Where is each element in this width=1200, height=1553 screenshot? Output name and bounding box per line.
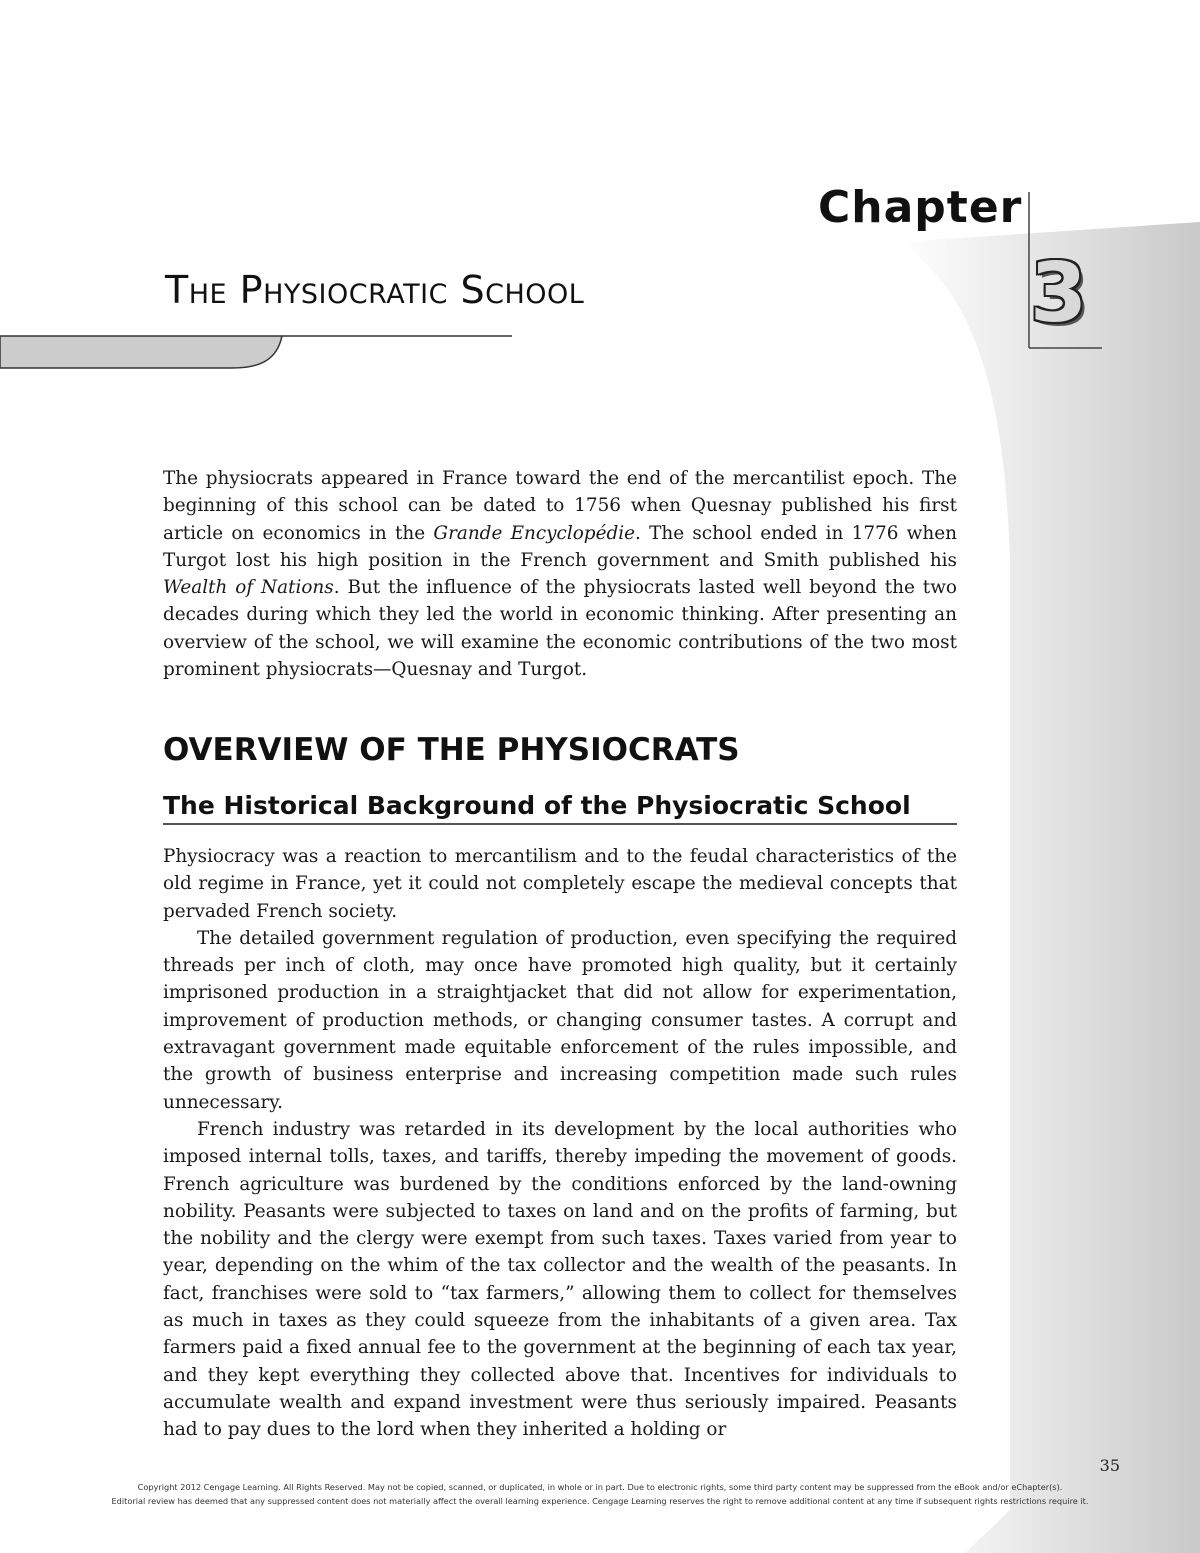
chapter-number: 3: [1030, 246, 1088, 341]
intro-text-segment: The physiocrats appeared in France toward the end of the mercantilist epoch. The beginning of this school can be dated to 1756 when Quesnay published his first article on economics in the: [163, 468, 957, 544]
chapter-label: Chapter: [818, 182, 1023, 233]
body-paragraph: The detailed government regulation of production, even specifying the required threads per inch of cloth, may once have promoted high quality, but it certainly imprisoned production in a straightjacket that did not allow for experimentation, improvement of production methods, or changing consumer tastes. A corrupt and extravagant government made equitable enforcement of the rules impossible, and the growth of business enterprise and increasing competition made such rules unnecessary.: [163, 927, 957, 1113]
chapter-title: The Physiocratic School: [165, 268, 585, 312]
intro-paragraph: [163, 465, 957, 683]
book-title: Grande Encyclopédie: [433, 522, 635, 544]
page-number: 35: [1099, 1456, 1120, 1475]
copyright-notice-line-1: Copyright 2012 Cengage Learning. All Rights Reserved. May not be copied, scanned, or duplicated, in whole or in part. Due to electronic rights, some third party content may be suppressed from the eBook and/or eChapter(s).: [137, 1482, 1063, 1492]
section-body: [163, 843, 957, 1444]
subsection-heading: The Historical Background of the Physiocratic School: [163, 787, 957, 825]
body-paragraph: French industry was retarded in its development by the local authorities who imposed internal tolls, taxes, and tariffs, thereby impeding the movement of goods. French agriculture was burdened by the conditions enforced by the land-owning nobility. Peasants were subjected to taxes on land and on the profits of farming, but the nobility and the clergy were exempt from such taxes. Taxes varied from year to year, depending on the whim of the tax collector and the wealth of the peasants. In fact, franchises were sold to “tax farmers,” allowing them to collect for themselves as much in taxes as they could squeeze from the inhabitants of a given area. Tax farmers paid a fixed annual fee to the government at the beginning of each tax year, and they kept everything they collected above that. Incentives for individuals to accumulate wealth and expand investment were thus seriously impaired. Peasants had to pay dues to the lord when they inherited a holding or: [163, 1118, 957, 1441]
body-paragraph: Physiocracy was a reaction to mercantilism and to the feudal characteristics of the old regime in France, yet it could not completely escape the medieval concepts that pervaded French society.: [163, 846, 957, 922]
intro-text-segment: . But the influence of the physiocrats lasted well beyond the two decades during which they led the world in economic thinking. After presenting an overview of the school, we will examine the economic contributions of the two most prominent physiocrats—Quesnay and Turgot.: [163, 577, 958, 681]
copyright-notice-line-2: Editorial review has deemed that any suppressed content does not materially affect the overall learning experience. Cengage Learning reserves the right to remove additional content at any time if subsequent rights restrictions require it.: [111, 1496, 1089, 1506]
section-heading: OVERVIEW OF THE PHYSIOCRATS: [163, 732, 740, 768]
title-bar-shape: [0, 336, 282, 368]
intro-text: [163, 465, 957, 683]
intro-text-segment: . The school ended in 1776 when Turgot lost his high position in the French government and Smith published his: [163, 522, 957, 571]
book-title: Wealth of Nations: [163, 577, 334, 599]
